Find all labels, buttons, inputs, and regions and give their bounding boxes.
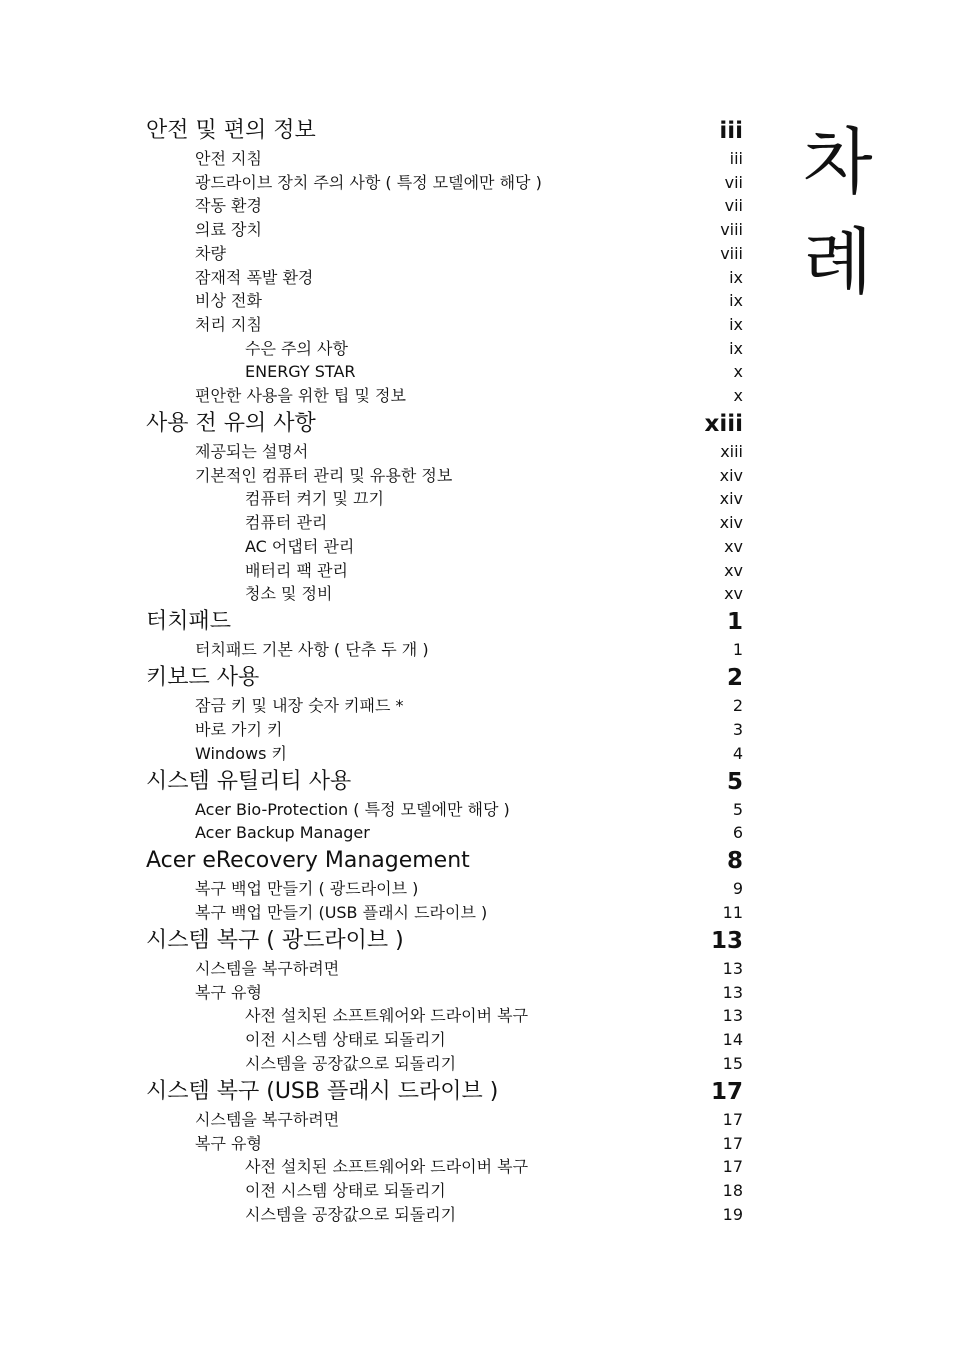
- toc-entry[interactable]: [0, 268, 743, 288]
- page-title: 차례: [803, 120, 873, 304]
- toc-entry-page-number: xiv: [719, 489, 743, 509]
- toc-entry-page-number: ix: [729, 267, 743, 287]
- toc-entry-title: 시스템을 공장값으로 되돌리기: [245, 1204, 457, 1224]
- toc-entry-page-number: x: [733, 362, 743, 382]
- toc-entry-title: 시스템 복구 (USB 플래시 드라이브 ): [146, 1078, 499, 1104]
- toc-entry-page-number: ix: [729, 314, 743, 334]
- toc-entry-title: 사용 전 유의 사항: [146, 411, 316, 436]
- toc-entry[interactable]: [0, 609, 743, 635]
- toc-entry-title: 안전 및 편의 정보: [146, 118, 316, 143]
- toc-entry[interactable]: [0, 1181, 743, 1201]
- toc-entry-page-number: 17: [722, 1109, 743, 1129]
- toc-entry-title: Windows 키: [195, 743, 287, 763]
- toc-entry[interactable]: [0, 823, 743, 843]
- toc-entry-page-number: 9: [732, 879, 743, 899]
- toc-entry-page-number: 13: [722, 1006, 743, 1026]
- toc-entry[interactable]: [0, 149, 743, 169]
- toc-entry-title: 잠재적 폭발 환경: [195, 267, 314, 287]
- toc-entry-title: 터치패드: [146, 609, 232, 635]
- toc-entry[interactable]: [0, 800, 743, 820]
- toc-entry-page-number: 6: [732, 823, 743, 843]
- toc-entry-title: 제공되는 설명서: [195, 442, 309, 461]
- toc-entry-page-number: 2: [732, 696, 743, 716]
- toc-entry-title: 사전 설치된 소프트웨어와 드라이버 복구: [245, 1006, 529, 1026]
- toc-entry-title: 작동 환경: [195, 196, 262, 216]
- toc-entry-title: 배터리 팩 관리: [245, 560, 348, 580]
- toc-entry[interactable]: [0, 903, 743, 923]
- toc-entry-title: 의료 장치: [195, 220, 262, 240]
- toc-entry-title: 시스템을 복구하려면: [195, 959, 340, 978]
- toc-entry-page-number: 17: [722, 1157, 743, 1177]
- toc-entry[interactable]: [0, 879, 743, 899]
- toc-entry-title: 편안한 사용을 위한 팁 및 정보: [195, 386, 406, 405]
- toc-entry-page-number: 13: [710, 928, 743, 954]
- toc-entry-title: 청소 및 정비: [245, 584, 333, 604]
- toc-entry[interactable]: [0, 696, 743, 716]
- toc-entry-page-number: 5: [726, 768, 743, 795]
- toc-entry-title: 시스템 유틸리티 사용: [146, 768, 352, 794]
- toc-entry[interactable]: [0, 315, 743, 335]
- toc-entry[interactable]: [0, 291, 743, 311]
- toc-entry[interactable]: [0, 513, 743, 533]
- toc-entry[interactable]: [0, 983, 743, 1003]
- toc-entry-title: 기본적인 컴퓨터 관리 및 유용한 정보: [195, 465, 453, 485]
- toc-entry-title: 키보드 사용: [146, 665, 260, 691]
- toc-entry-title: 시스템을 공장값으로 되돌리기: [245, 1053, 457, 1073]
- toc-entry[interactable]: [0, 1157, 743, 1177]
- toc-entry-page-number: 11: [722, 903, 743, 922]
- toc-entry[interactable]: [0, 1110, 743, 1130]
- toc-entry-page-number: 17: [710, 1078, 743, 1105]
- toc-entry-page-number: xv: [724, 536, 743, 556]
- toc-entry-title: ENERGY STAR: [245, 362, 356, 382]
- toc-entry[interactable]: [0, 1205, 743, 1225]
- toc-entry[interactable]: [0, 561, 743, 581]
- toc-entry-page-number: 8: [726, 848, 743, 875]
- toc-entry[interactable]: [0, 584, 743, 604]
- toc-entry-page-number: viii: [720, 220, 743, 240]
- toc-entry[interactable]: [0, 848, 743, 874]
- toc-entry[interactable]: [0, 1079, 743, 1105]
- toc-entry[interactable]: [0, 118, 743, 144]
- toc-entry-title: 복구 유형: [195, 982, 262, 1002]
- toc-entry-page-number: vii: [724, 172, 743, 192]
- toc-entry-title: Acer Bio-Protection ( 특정 모델에만 해당 ): [195, 799, 510, 819]
- toc-entry-title: 복구 유형: [195, 1133, 262, 1153]
- toc-entry[interactable]: [0, 537, 743, 557]
- toc-entry[interactable]: [0, 339, 743, 359]
- toc-entry[interactable]: [0, 411, 743, 437]
- toc-entry-title: 안전 지침: [195, 149, 262, 168]
- toc-entry-title: 잠금 키 및 내장 숫자 키패드 *: [195, 696, 404, 716]
- toc-entry[interactable]: [0, 1134, 743, 1154]
- toc-entry[interactable]: [0, 244, 743, 264]
- toc-entry-page-number: x: [733, 386, 743, 405]
- toc-entry-page-number: 15: [722, 1053, 743, 1073]
- toc-entry-page-number: ix: [729, 291, 743, 311]
- toc-entry-title: 터치패드 기본 사항 ( 단추 두 개 ): [195, 640, 429, 660]
- toc-entry-page-number: ix: [729, 338, 743, 358]
- toc-entry-title: 이전 시스템 상태로 되돌리기: [245, 1030, 446, 1050]
- toc-entry-title: 시스템 복구 ( 광드라이브 ): [146, 928, 404, 953]
- toc-entry[interactable]: [0, 959, 743, 979]
- toc-entry-page-number: 13: [722, 982, 743, 1002]
- toc-entry[interactable]: [0, 1006, 743, 1026]
- toc-entry[interactable]: [0, 442, 743, 462]
- toc-entry-page-number: 19: [722, 1204, 743, 1224]
- toc-entry-page-number: vii: [724, 196, 743, 216]
- toc-entry[interactable]: [0, 665, 743, 691]
- toc-entry-page-number: xv: [724, 584, 743, 604]
- toc-entry-title: 이전 시스템 상태로 되돌리기: [245, 1180, 446, 1200]
- toc-entry[interactable]: [0, 386, 743, 406]
- toc-entry[interactable]: [0, 489, 743, 509]
- toc-entry[interactable]: [0, 769, 743, 795]
- toc-entry[interactable]: [0, 220, 743, 240]
- toc-entry-page-number: 14: [722, 1030, 743, 1050]
- toc-entry[interactable]: [0, 640, 743, 660]
- toc-entry-title: 복구 백업 만들기 (USB 플래시 드라이브 ): [195, 903, 488, 922]
- toc-entry-title: 사전 설치된 소프트웨어와 드라이버 복구: [245, 1157, 529, 1177]
- toc-entry-page-number: iii: [729, 149, 743, 168]
- toc-entry-title: 비상 전화: [195, 291, 262, 311]
- toc-entry-title: AC 어댑터 관리: [245, 536, 355, 556]
- toc-entry-page-number: 1: [726, 609, 743, 636]
- toc-entry-page-number: 2: [726, 665, 743, 692]
- toc-entry-page-number: 13: [722, 959, 743, 978]
- toc-entry-page-number: 1: [732, 640, 743, 660]
- toc-entry-page-number: 4: [732, 743, 743, 763]
- toc-entry[interactable]: [0, 362, 743, 382]
- toc-entry-page-number: xiv: [719, 513, 743, 533]
- toc-entry-title: 수은 주의 사항: [245, 338, 348, 358]
- toc-entry-page-number: xv: [724, 560, 743, 580]
- toc-entry[interactable]: [0, 720, 743, 740]
- toc-entry-title: Acer eRecovery Management: [146, 848, 470, 874]
- toc-entry-title: 광드라이브 장치 주의 사항 ( 특정 모델에만 해당 ): [195, 172, 542, 192]
- toc-entry[interactable]: [0, 173, 743, 193]
- toc-entry-title: 시스템을 복구하려면: [195, 1109, 340, 1129]
- toc-entry-title: 복구 백업 만들기 ( 광드라이브 ): [195, 879, 419, 899]
- toc-entry-title: Acer Backup Manager: [195, 823, 370, 843]
- toc-entry-title: 컴퓨터 관리: [245, 513, 328, 533]
- toc-entry[interactable]: [0, 928, 743, 954]
- toc-entry-page-number: xiii: [704, 411, 743, 437]
- toc-entry[interactable]: [0, 744, 743, 764]
- toc-entry-title: 처리 지침: [195, 314, 262, 334]
- toc-entry-title: 바로 가기 키: [195, 719, 283, 739]
- toc-entry-page-number: iii: [719, 118, 743, 144]
- toc-entry-page-number: 18: [722, 1180, 743, 1200]
- toc-entry-page-number: viii: [720, 243, 743, 263]
- toc-entry-page-number: 17: [722, 1133, 743, 1153]
- toc-entry-title: 차량: [195, 243, 226, 263]
- toc-entry-page-number: 3: [732, 719, 743, 739]
- toc-entry-page-number: xiii: [720, 442, 743, 461]
- toc-entry-title: 컴퓨터 켜기 및 끄기: [245, 489, 384, 509]
- toc-entry-page-number: xiv: [719, 465, 743, 485]
- toc-entry[interactable]: [0, 466, 743, 486]
- toc-entry[interactable]: [0, 196, 743, 216]
- toc-entry[interactable]: [0, 1030, 743, 1050]
- toc-entry-page-number: 5: [732, 799, 743, 819]
- toc-entry[interactable]: [0, 1054, 743, 1074]
